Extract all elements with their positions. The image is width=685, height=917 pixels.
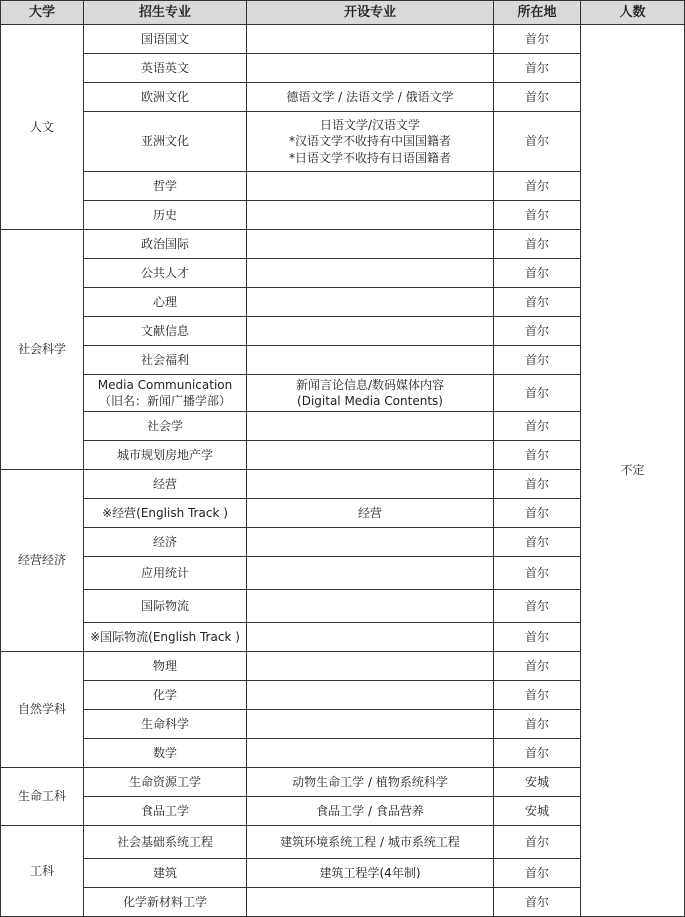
- major-cell: [84, 375, 247, 412]
- major-cell: 食品工学: [84, 797, 247, 826]
- location-cell: 首尔: [494, 259, 581, 288]
- sub-major-cell: [247, 317, 494, 346]
- major-cell: 国际物流: [84, 590, 247, 623]
- sub-major-cell: [247, 288, 494, 317]
- major-cell: 哲学: [84, 172, 247, 201]
- sub-major-cell: [247, 172, 494, 201]
- header-row: [1, 1, 685, 25]
- sub-major-cell: 建筑环境系统工程 / 城市系统工程: [247, 826, 494, 859]
- group-name: 人文: [1, 25, 84, 230]
- sub-major-cell: [247, 739, 494, 768]
- major-cell: 数学: [84, 739, 247, 768]
- location-cell: 首尔: [494, 528, 581, 557]
- major-cell: 社会基础系统工程: [84, 826, 247, 859]
- location-cell: 首尔: [494, 623, 581, 652]
- header-major: 招生专业: [84, 1, 247, 25]
- location-cell: 安城: [494, 768, 581, 797]
- major-cell: 经济: [84, 528, 247, 557]
- sub-major-note: *汉语文学不收持有中国国籍者: [288, 134, 451, 149]
- location-cell: 首尔: [494, 681, 581, 710]
- location-cell: 首尔: [494, 288, 581, 317]
- sub-major-cell: [247, 888, 494, 917]
- sub-major-cell: [247, 652, 494, 681]
- count-cell: 不定: [581, 25, 685, 917]
- sub-major-cell: [247, 590, 494, 623]
- sub-major-cell: [247, 25, 494, 54]
- sub-major-cell: [247, 259, 494, 288]
- location-cell: 首尔: [494, 201, 581, 230]
- major-cell: 生命资源工学: [84, 768, 247, 797]
- major-cell: 亚洲文化: [84, 112, 247, 172]
- sub-major-line: 日语文学/汉语文学: [319, 118, 421, 133]
- group-name: 生命工科: [1, 768, 84, 826]
- group-name: 自然学科: [1, 652, 84, 768]
- location-cell: 首尔: [494, 590, 581, 623]
- table-row: [1, 25, 685, 54]
- location-cell: 首尔: [494, 859, 581, 888]
- major-cell: 化学: [84, 681, 247, 710]
- major-cell: 经营: [84, 470, 247, 499]
- header-count: 人数: [581, 1, 685, 25]
- major-cell: ※经营(English Track ): [84, 499, 247, 528]
- major-cell: 文献信息: [84, 317, 247, 346]
- location-cell: 首尔: [494, 172, 581, 201]
- major-cell: 社会福利: [84, 346, 247, 375]
- sub-major-cell: [247, 528, 494, 557]
- sub-major-line: 新闻言论信息/数码媒体内容: [295, 377, 445, 392]
- major-cell: 国语国文: [84, 25, 247, 54]
- location-cell: 首尔: [494, 888, 581, 917]
- sub-major-line: (Digital Media Contents): [297, 394, 443, 408]
- major-cell: 政治国际: [84, 230, 247, 259]
- sub-major-cell: [247, 112, 494, 172]
- sub-major-cell: [247, 470, 494, 499]
- major-cell: 化学新材料工学: [84, 888, 247, 917]
- major-cell: 社会学: [84, 412, 247, 441]
- location-cell: 首尔: [494, 83, 581, 112]
- location-cell: 首尔: [494, 739, 581, 768]
- header-location: 所在地: [494, 1, 581, 25]
- sub-major-cell: [247, 623, 494, 652]
- major-cell: 心理: [84, 288, 247, 317]
- sub-major-cell: [247, 54, 494, 83]
- location-cell: 首尔: [494, 25, 581, 54]
- sub-major-cell: [247, 412, 494, 441]
- location-cell: 首尔: [494, 652, 581, 681]
- sub-major-cell: [247, 201, 494, 230]
- group-name: 工科: [1, 826, 84, 917]
- sub-major-cell: [247, 346, 494, 375]
- location-cell: 首尔: [494, 54, 581, 83]
- major-cell: 英语英文: [84, 54, 247, 83]
- sub-major-cell: [247, 441, 494, 470]
- location-cell: 首尔: [494, 557, 581, 590]
- location-cell: 安城: [494, 797, 581, 826]
- sub-major-cell: 经营: [247, 499, 494, 528]
- header-sub-majors: 开设专业: [247, 1, 494, 25]
- location-cell: 首尔: [494, 499, 581, 528]
- major-cell: 物理: [84, 652, 247, 681]
- location-cell: 首尔: [494, 470, 581, 499]
- major-line: Media Communication: [97, 377, 233, 392]
- location-cell: 首尔: [494, 826, 581, 859]
- major-cell: ※国际物流(English Track ): [84, 623, 247, 652]
- major-former-name: （旧名：新闻广播学部）: [98, 394, 231, 408]
- group-name: 经营经济: [1, 470, 84, 652]
- sub-major-cell: 食品工学 / 食品营养: [247, 797, 494, 826]
- location-cell: 首尔: [494, 230, 581, 259]
- location-cell: 首尔: [494, 346, 581, 375]
- location-cell: 首尔: [494, 317, 581, 346]
- major-cell: 公共人才: [84, 259, 247, 288]
- location-cell: 首尔: [494, 710, 581, 739]
- location-cell: 首尔: [494, 412, 581, 441]
- sub-major-cell: [247, 710, 494, 739]
- location-cell: 首尔: [494, 441, 581, 470]
- major-cell: 城市规划房地产学: [84, 441, 247, 470]
- location-cell: 首尔: [494, 375, 581, 412]
- group-name: 社会科学: [1, 230, 84, 470]
- sub-major-cell: 动物生命工学 / 植物系统科学: [247, 768, 494, 797]
- location-cell: 首尔: [494, 112, 581, 172]
- header-university: 大学: [1, 1, 84, 25]
- sub-major-cell: [247, 681, 494, 710]
- sub-major-cell: [247, 557, 494, 590]
- major-cell: 应用统计: [84, 557, 247, 590]
- major-cell: 生命科学: [84, 710, 247, 739]
- major-cell: 建筑: [84, 859, 247, 888]
- sub-major-cell: [247, 375, 494, 412]
- major-cell: 历史: [84, 201, 247, 230]
- major-cell: 欧洲文化: [84, 83, 247, 112]
- sub-major-note: *日语文学不收持有日语国籍者: [288, 150, 451, 165]
- sub-major-cell: [247, 230, 494, 259]
- sub-major-cell: 建筑工程学(4年制): [247, 859, 494, 888]
- sub-major-cell: 德语文学 / 法语文学 / 俄语文学: [247, 83, 494, 112]
